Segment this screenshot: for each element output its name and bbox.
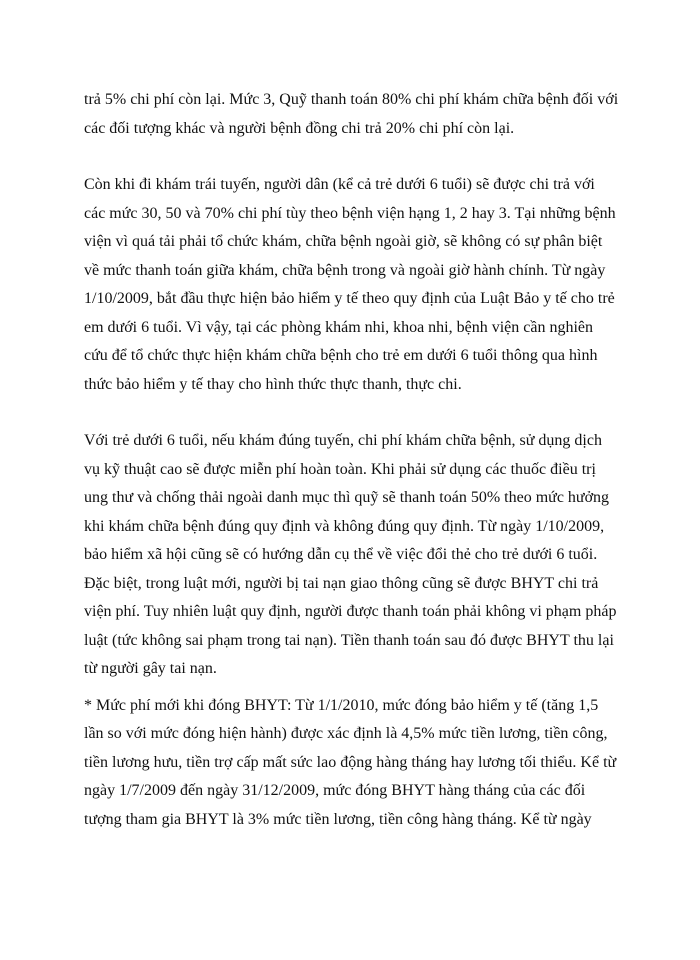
text-line: Với trẻ dưới 6 tuổi, nếu khám đúng tuyến, chi phí khám chữa bệnh, sử dụng dịch — [84, 432, 602, 449]
text-line: tiền lương hưu, tiền trợ cấp mất sức lao động hàng tháng hay lương tối thiểu. Kể từ — [84, 753, 617, 771]
text-line: lần so với mức đóng hiện hành) được xác định là 4,5% mức tiền lương, tiền công, — [84, 725, 608, 742]
paragraph-4 — [84, 692, 644, 835]
text-line: tượng tham gia BHYT là 3% mức tiền lương, tiền công hàng tháng. Kể từ ngày — [84, 810, 592, 828]
paragraph-2 — [84, 171, 644, 399]
text-line: luật (tức không sai phạm trong tai nạn). Tiền thanh toán sau đó được BHYT thu lại — [84, 631, 614, 649]
paragraph-3 — [84, 427, 644, 684]
text-line: cứu để tổ chức thực hiện khám chữa bệnh cho trẻ em dưới 6 tuổi thông qua hình — [84, 347, 598, 364]
text-line: từ người gây tai nạn. — [84, 660, 217, 677]
text-line: viện vì quá tải phải tổ chức khám, chữa bệnh ngoài giờ, sẽ không có sự phân biệt — [84, 233, 603, 250]
text-line: trả 5% chi phí còn lại. Mức 3, Quỹ thanh toán 80% chi phí khám chữa bệnh đối với — [84, 91, 619, 108]
text-line: các mức 30, 50 và 70% chi phí tùy theo bệnh viện hạng 1, 2 hay 3. Tại những bệnh — [84, 204, 616, 222]
text-line: về mức thanh toán giữa khám, chữa bệnh trong và ngoài giờ hành chính. Từ ngày — [84, 261, 606, 279]
text-line: các đối tượng khác và người bệnh đồng chi trả 20% chi phí còn lại. — [84, 119, 515, 137]
text-line: viện phí. Tuy nhiên luật quy định, người được thanh toán phải không vi phạm pháp — [84, 603, 617, 620]
text-line: * Mức phí mới khi đóng BHYT: Từ 1/1/2010, mức đóng bảo hiểm y tế (tăng 1,5 — [84, 696, 599, 714]
document-page — [84, 86, 644, 834]
text-line: vụ kỹ thuật cao sẽ được miễn phí hoàn toàn. Khi phải sử dụng các thuốc điều trị — [84, 460, 596, 478]
text-line: ung thư và chống thải ngoài danh mục thì quỹ sẽ thanh toán 50% theo mức hưởng — [84, 489, 610, 506]
text-line: Đặc biệt, trong luật mới, người bị tai nạn giao thông cũng sẽ được BHYT chi trả — [84, 574, 599, 592]
paragraph-1 — [84, 86, 644, 143]
text-line: khi khám chữa bệnh đúng quy định và không đúng quy định. Từ ngày 1/10/2009, — [84, 517, 605, 535]
text-line: bảo hiểm xã hội cũng sẽ có hướng dẫn cụ thể về việc đổi thẻ cho trẻ dưới 6 tuổi. — [84, 546, 598, 563]
text-line: em dưới 6 tuổi. Vì vậy, tại các phòng khám nhi, khoa nhi, bệnh viện cần nghiên — [84, 318, 594, 336]
text-line: thức bảo hiểm y tế thay cho hình thức thực thanh, thực chi. — [84, 375, 462, 393]
text-line: Còn khi đi khám trái tuyến, người dân (kể cả trẻ dưới 6 tuổi) sẽ được chi trả với — [84, 176, 595, 193]
text-line: 1/10/2009, bắt đầu thực hiện bảo hiểm y tế theo quy định của Luật Bảo y tế cho trẻ — [84, 290, 615, 307]
text-line: ngày 1/7/2009 đến ngày 31/12/2009, mức đóng BHYT hàng tháng của các đối — [84, 782, 586, 799]
